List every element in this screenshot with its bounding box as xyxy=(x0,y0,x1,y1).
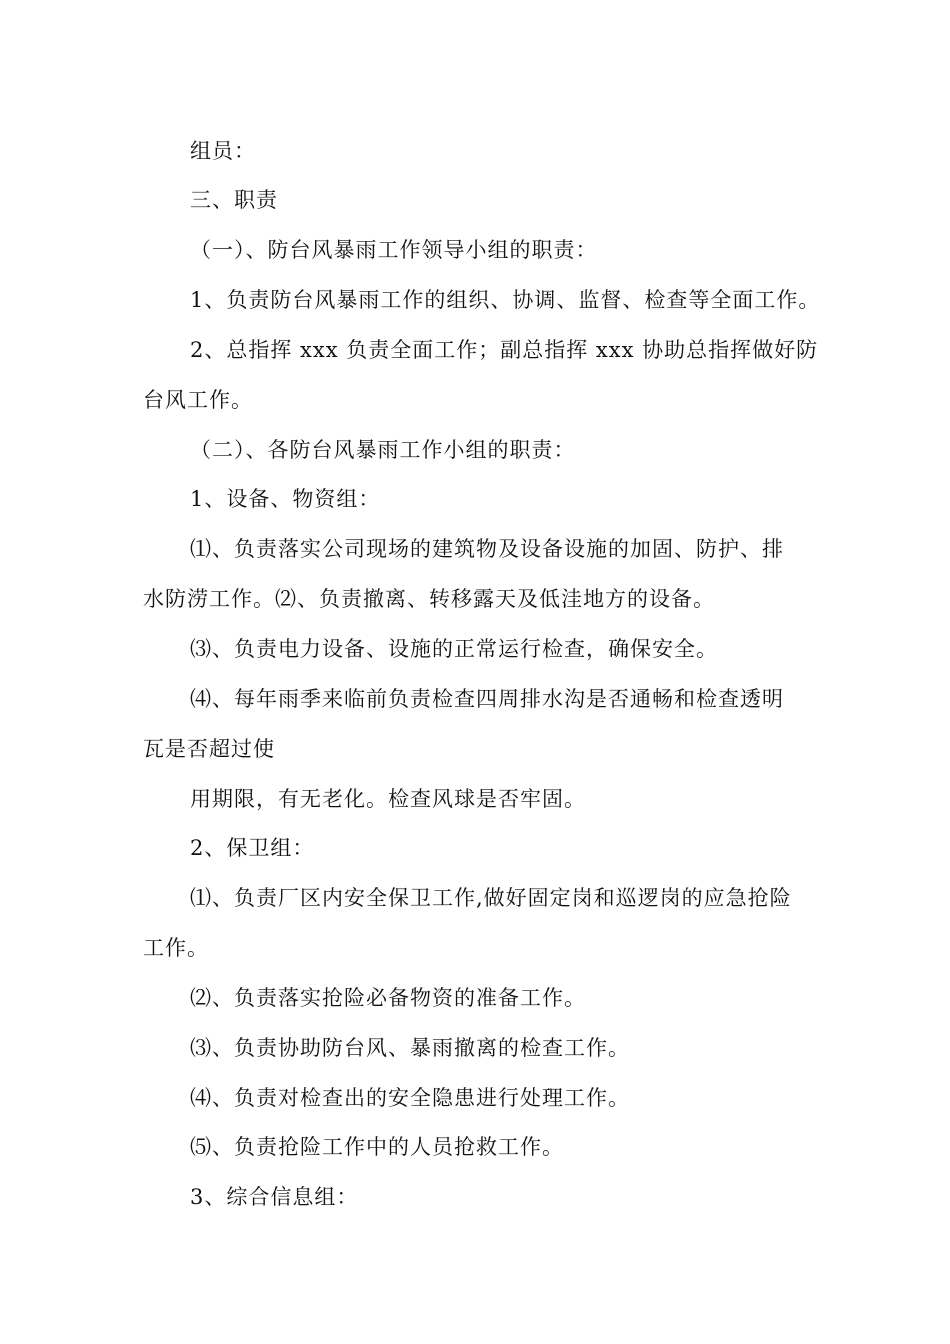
text-line-equipment-group: 1、设备、物资组： xyxy=(190,487,381,511)
subheading-group-duties: （二）、各防台风暴雨工作小组的职责： xyxy=(190,438,576,462)
text-line-equipment-4-cont2: 用期限，有无老化。检查风球是否牢固。 xyxy=(190,787,586,811)
text-line-info-group: 3、综合信息组： xyxy=(190,1185,359,1209)
text-line-leadership-1: 1、负责防台风暴雨工作的组织、协调、监督、检查等全面工作。 xyxy=(190,288,821,312)
text-line-equipment-1: ⑴、负责落实公司现场的建筑物及设备设施的加固、防护、排 xyxy=(190,537,784,561)
text-line-security-group: 2、保卫组： xyxy=(190,836,315,860)
heading-duties: 三、职责 xyxy=(190,188,278,212)
text-line-equipment-3: ⑶、负责电力设备、设施的正常运行检查，确保安全。 xyxy=(190,637,718,661)
text-line-security-2: ⑵、负责落实抢险必备物资的准备工作。 xyxy=(190,986,586,1010)
text-line-security-1-cont: 工作。 xyxy=(143,936,209,960)
subheading-leadership-duties: （一）、防台风暴雨工作领导小组的职责： xyxy=(190,238,598,262)
text-line-members: 组员： xyxy=(190,139,256,163)
text-line-security-5: ⑸、负责抢险工作中的人员抢救工作。 xyxy=(190,1135,564,1159)
text-line-leadership-2: 2、总指挥 xxx 负责全面工作；副总指挥 xxx 协助总指挥做好防 xyxy=(190,338,819,362)
text-line-equipment-1-cont: 水防涝工作。⑵、负责撤离、转移露天及低洼地方的设备。 xyxy=(143,587,715,611)
text-line-leadership-2-cont: 台风工作。 xyxy=(143,388,253,412)
text-line-security-3: ⑶、负责协助防台风、暴雨撤离的检查工作。 xyxy=(190,1036,630,1060)
text-line-security-4: ⑷、负责对检查出的安全隐患进行处理工作。 xyxy=(190,1086,630,1110)
text-line-security-1: ⑴、负责厂区内安全保卫工作,做好固定岗和巡逻岗的应急抢险 xyxy=(190,886,792,910)
text-line-equipment-4: ⑷、每年雨季来临前负责检查四周排水沟是否通畅和检查透明 xyxy=(190,687,784,711)
text-line-equipment-4-cont: 瓦是否超过使 xyxy=(143,737,275,761)
